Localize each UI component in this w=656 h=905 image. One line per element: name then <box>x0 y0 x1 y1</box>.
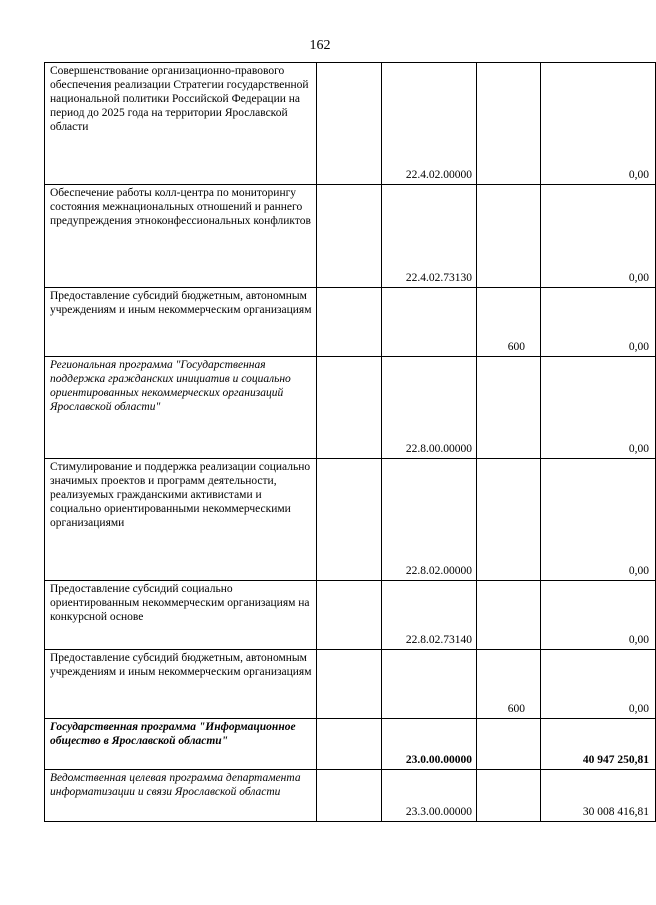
row-name: Предоставление субсидий бюджетным, автономным учреждениям и иным некоммерческим организациям <box>45 650 317 719</box>
empty-cell <box>317 288 382 357</box>
target-code: 22.8.02.73140 <box>382 581 477 650</box>
empty-cell <box>317 650 382 719</box>
target-code: 22.8.02.00000 <box>382 459 477 581</box>
amount: 0,00 <box>541 357 656 459</box>
amount: 30 008 416,81 <box>541 770 656 822</box>
row-name: Региональная программа "Государственная поддержка гражданских инициатив и социально ориентированных некоммерческих организаций Ярославской области" <box>45 357 317 459</box>
row-name: Обеспечение работы колл-центра по мониторингу состояния межнациональных отношений и раннего предупреждения этноконфессиональных конфликтов <box>45 185 317 288</box>
expense-type <box>477 719 541 770</box>
amount: 0,00 <box>541 288 656 357</box>
table-row <box>45 650 656 719</box>
target-code: 22.4.02.00000 <box>382 63 477 185</box>
expense-type: 600 <box>477 288 541 357</box>
amount: 0,00 <box>541 63 656 185</box>
row-name: Предоставление субсидий бюджетным, автономным учреждениям и иным некоммерческим организациям <box>45 288 317 357</box>
row-name: Стимулирование и поддержка реализации социально значимых проектов и программ деятельности, реализуемых гражданскими активистами и социально ориентированными некоммерческими организациями <box>45 459 317 581</box>
amount: 0,00 <box>541 581 656 650</box>
empty-cell <box>317 719 382 770</box>
target-code <box>382 650 477 719</box>
target-code: 23.3.00.00000 <box>382 770 477 822</box>
expense-type: 600 <box>477 650 541 719</box>
expense-type <box>477 63 541 185</box>
empty-cell <box>317 63 382 185</box>
table-row <box>45 459 656 581</box>
expense-type <box>477 357 541 459</box>
empty-cell <box>317 770 382 822</box>
table-row <box>45 770 656 822</box>
table-row <box>45 185 656 288</box>
table-row <box>45 288 656 357</box>
empty-cell <box>317 357 382 459</box>
target-code: 23.0.00.00000 <box>382 719 477 770</box>
row-name: Ведомственная целевая программа департамента информатизации и связи Ярославской области <box>45 770 317 822</box>
empty-cell <box>317 185 382 288</box>
table-row <box>45 357 656 459</box>
amount: 0,00 <box>541 185 656 288</box>
empty-cell <box>317 581 382 650</box>
row-name: Совершенствование организационно-правового обеспечения реализации Стратегии государственной национальной политики Российской Федерации на период до 2025 года на территории Ярославской области <box>45 63 317 185</box>
table-row <box>45 719 656 770</box>
expense-type <box>477 459 541 581</box>
table-row <box>45 63 656 185</box>
table-row <box>45 581 656 650</box>
budget-table <box>44 62 656 822</box>
amount: 0,00 <box>541 650 656 719</box>
amount: 0,00 <box>541 459 656 581</box>
target-code: 22.8.00.00000 <box>382 357 477 459</box>
empty-cell <box>317 459 382 581</box>
expense-type <box>477 185 541 288</box>
row-name: Предоставление субсидий социально ориентированным некоммерческим организациям на конкурсной основе <box>45 581 317 650</box>
expense-type <box>477 581 541 650</box>
expense-type <box>477 770 541 822</box>
page-number: 162 <box>309 38 331 53</box>
target-code: 22.4.02.73130 <box>382 185 477 288</box>
target-code <box>382 288 477 357</box>
amount: 40 947 250,81 <box>541 719 656 770</box>
row-name: Государственная программа "Информационное общество в Ярославской области" <box>45 719 317 770</box>
